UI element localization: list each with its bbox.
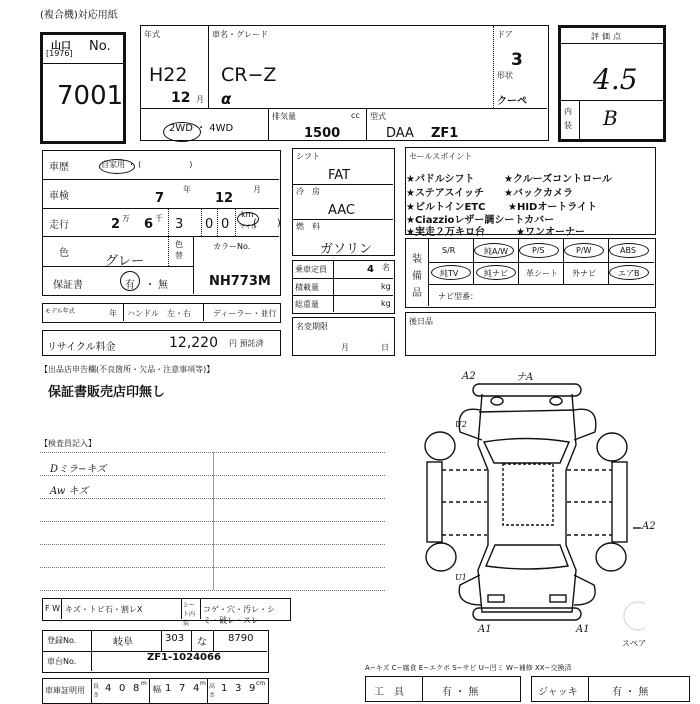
month-value: 12 bbox=[171, 90, 191, 106]
mileage-mile: マイル bbox=[239, 224, 257, 231]
equip-abs: ABS bbox=[620, 246, 636, 255]
garage-label: 車庫証明用 bbox=[45, 686, 85, 695]
width-digit: 7 bbox=[179, 683, 186, 694]
mileage-digit: 6 bbox=[144, 217, 154, 232]
sales-point: ★クルーズコントロール bbox=[504, 174, 612, 185]
mileage-digit: 3 bbox=[175, 217, 184, 232]
recycle-unit: 円 預託済 bbox=[229, 339, 264, 348]
model-year-label: モデル年式 bbox=[45, 308, 75, 315]
lot-box bbox=[40, 32, 126, 144]
color-code-label: カラーNo. bbox=[213, 242, 251, 251]
sales-point: ★実走２万キロ台 bbox=[406, 227, 485, 238]
sales-point: ★HIDオートライト bbox=[508, 202, 598, 213]
seller-notes-text: 保証書販売店印無し bbox=[48, 385, 166, 400]
damage-mark: A1 bbox=[478, 624, 492, 635]
score-value: 4.5 bbox=[593, 63, 638, 96]
equip-aw: 純A/W bbox=[484, 247, 509, 256]
length-digit: 0 bbox=[119, 683, 126, 694]
unit: cm bbox=[256, 680, 266, 687]
length-digit: 4 bbox=[105, 683, 112, 694]
fw-items: キズ・トビ石・割レX bbox=[65, 605, 143, 614]
unit: m bbox=[141, 680, 147, 687]
shift-label: シフト bbox=[296, 152, 320, 161]
car-name: CR−Z bbox=[221, 64, 277, 86]
width-label: 幅 bbox=[153, 685, 161, 694]
door-count: 3 bbox=[511, 50, 523, 70]
registration-label: 登録No. bbox=[47, 636, 77, 645]
equip-ext-navi: 外ナビ bbox=[572, 269, 596, 278]
equip-leather: 革シート bbox=[526, 269, 558, 278]
ac-value: AAC bbox=[328, 203, 355, 218]
height-digit: 9 bbox=[249, 683, 256, 694]
year-unit: 年 bbox=[183, 185, 191, 194]
fw-row bbox=[42, 598, 291, 627]
rear-bumper bbox=[473, 608, 581, 620]
capacity-unit: 名 bbox=[382, 263, 390, 272]
mileage-digit: 2 bbox=[111, 217, 121, 232]
lot-no-label: No. bbox=[89, 39, 111, 54]
name-label: 車名・グレード bbox=[212, 30, 268, 39]
warranty-yes: 有 bbox=[125, 280, 135, 291]
unit: m bbox=[200, 680, 206, 687]
equip-sunroof: S/R bbox=[442, 246, 456, 255]
headlight bbox=[550, 397, 562, 405]
equip-navi: 純ナビ bbox=[484, 269, 508, 278]
rear-window bbox=[486, 545, 568, 569]
day-unit: 日 bbox=[381, 343, 389, 352]
year-label: 年式 bbox=[144, 30, 160, 39]
interior-label: 内装 bbox=[564, 107, 572, 130]
seat-label: シート内装 bbox=[183, 602, 196, 627]
capacity-value: 4 bbox=[367, 264, 374, 275]
sales-point: ★Ciazzioレザー調シートカバー bbox=[406, 215, 555, 226]
shape-value: クーペ bbox=[497, 96, 527, 107]
color-label: 色 bbox=[59, 248, 69, 259]
fw-label: F W bbox=[45, 604, 61, 613]
spare-label: スペア bbox=[622, 639, 646, 648]
year-value: H22 bbox=[149, 64, 188, 86]
later-items-box bbox=[405, 312, 656, 356]
color-value: グレー bbox=[105, 254, 145, 269]
tools-value: 有 ・ 無 bbox=[442, 687, 479, 698]
recycle-fee: 12,220 bbox=[169, 335, 218, 351]
inspection-label: 車検 bbox=[49, 191, 69, 202]
jack-box bbox=[531, 676, 690, 702]
mileage-digit: 0 bbox=[221, 217, 230, 232]
registration-number: 8790 bbox=[228, 633, 254, 644]
inspector-note: Dミラ−キズ bbox=[50, 464, 107, 475]
sales-points-box bbox=[405, 147, 656, 238]
damage-mark: U1 bbox=[455, 573, 467, 582]
capacity-box bbox=[292, 260, 395, 314]
weight-label: 総重量 bbox=[295, 300, 319, 309]
drive-type: 2WD ・ 4WD bbox=[169, 123, 234, 134]
navi-model-label: ナビ型番： bbox=[438, 292, 478, 301]
later-items-label: 後日品 bbox=[409, 317, 433, 326]
wheel bbox=[426, 543, 456, 571]
history-circle bbox=[99, 159, 135, 174]
warranty-label: 保証書 bbox=[53, 280, 83, 291]
car-grade: α bbox=[221, 90, 232, 108]
fuel-value: ガソリン bbox=[320, 242, 373, 257]
equip-airbag: エアB bbox=[618, 269, 640, 278]
mileage-km: km bbox=[241, 210, 254, 219]
windshield bbox=[484, 439, 569, 464]
inspection-year: 7 bbox=[155, 191, 165, 206]
height-digit: 1 bbox=[221, 683, 228, 694]
equipment-box bbox=[405, 238, 656, 308]
form-subtitle: (複合機)対応用紙 bbox=[40, 10, 118, 21]
wheel bbox=[597, 433, 627, 461]
tools-box bbox=[365, 676, 521, 702]
damage-mark: A2 bbox=[642, 521, 656, 532]
mileage-unit-sen: 千 bbox=[155, 214, 163, 223]
jack-value: 有 ・ 無 bbox=[612, 687, 649, 698]
handle-options: ハンドル 左・右 bbox=[127, 309, 191, 318]
equip-tv: 純TV bbox=[440, 269, 459, 278]
score-box bbox=[558, 25, 666, 142]
door-label: ドア bbox=[497, 30, 513, 39]
registration-kana: な bbox=[197, 637, 207, 648]
lot-region: 山口 bbox=[51, 41, 71, 52]
height-label: 高さ bbox=[209, 683, 216, 699]
chassis-number: ZF1-1024066 bbox=[147, 652, 221, 663]
inspector-note: Aw キズ bbox=[50, 486, 89, 497]
history-label: 車歴 bbox=[49, 162, 69, 173]
damage-mark: A1 bbox=[576, 624, 590, 635]
model-year-row bbox=[42, 303, 281, 323]
load-label: 積載量 bbox=[295, 283, 319, 292]
height-digit: 3 bbox=[235, 683, 242, 694]
mileage-label: 走行 bbox=[49, 220, 69, 231]
score-label: 評価点 bbox=[591, 32, 624, 41]
warranty-circle bbox=[120, 271, 140, 291]
headlight bbox=[491, 397, 503, 405]
separator: ・ bbox=[145, 280, 155, 291]
equipment-label: 装備品 bbox=[412, 254, 422, 299]
month-unit: 月 bbox=[253, 185, 261, 194]
model-prefix: DAA bbox=[386, 126, 414, 141]
sales-point: ★ワンオーナー bbox=[516, 227, 585, 238]
registration-box bbox=[42, 630, 269, 673]
cc-unit: cc bbox=[351, 111, 360, 120]
name-change-label: 名変期限 bbox=[296, 322, 328, 331]
right-rear-fender bbox=[574, 575, 595, 605]
lot-code: [1976] bbox=[46, 49, 73, 58]
displacement-label: 排気量 bbox=[272, 112, 296, 121]
equip-ps: P/S bbox=[532, 246, 545, 255]
wheel bbox=[425, 432, 455, 460]
length-label: 長さ bbox=[93, 683, 100, 699]
year-unit: 年 bbox=[109, 309, 117, 318]
damage-legend: A−キズ C−腐食 E−エクボ S−サビ U−凹ミ W−補修 XX−交換済 bbox=[365, 664, 572, 672]
month-unit: 月 bbox=[341, 343, 349, 352]
roof bbox=[503, 464, 553, 525]
mileage-unit-man: 万 bbox=[122, 214, 130, 223]
model-value: ZF1 bbox=[431, 126, 459, 141]
header-cut-text bbox=[40, 0, 293, 5]
chassis-label: 車台No. bbox=[47, 657, 77, 666]
name-change-box bbox=[292, 317, 395, 356]
history-value: 自家用 ・ ( ) bbox=[101, 160, 193, 169]
registration-class: 303 bbox=[165, 633, 185, 644]
jack-label: ジャッキ bbox=[538, 687, 578, 698]
interior-grade: B bbox=[603, 106, 618, 130]
right-front-fender bbox=[574, 409, 596, 440]
vehicle-box bbox=[140, 25, 549, 141]
details-table bbox=[42, 150, 281, 296]
color-code: NH773M bbox=[209, 274, 271, 289]
sales-point: ★ビルトインETC bbox=[406, 202, 486, 213]
recycle-label: リサイクル料金 bbox=[47, 342, 116, 353]
displacement-value: 1500 bbox=[304, 126, 341, 141]
seat-items: コゲ・穴・汚レ・シミ・破レ・スレ bbox=[203, 605, 275, 625]
recycle-row bbox=[42, 330, 281, 356]
sales-point: ★バックカメラ bbox=[504, 188, 573, 199]
length-digit: 8 bbox=[133, 683, 140, 694]
width-digit: 1 bbox=[165, 683, 172, 694]
sales-label: セールスポイント bbox=[409, 152, 473, 161]
seller-notes-label: 【出品店申告欄(不良箇所・欠品・注意事項等)】 bbox=[40, 365, 215, 374]
inspection-month: 12 bbox=[215, 191, 234, 206]
mileage-digit: 0 bbox=[205, 217, 214, 232]
drive-circle bbox=[163, 122, 201, 142]
color-change-label: 色替 bbox=[175, 240, 183, 260]
mileage-paren: ( ) bbox=[253, 218, 281, 229]
capacity-label: 乗車定員 bbox=[295, 265, 327, 274]
warranty-no: 無 bbox=[158, 280, 168, 291]
load-unit: kg bbox=[381, 282, 391, 291]
dealer-options: ディーラー・並行 bbox=[213, 309, 277, 318]
car-damage-diagram bbox=[415, 370, 645, 645]
lot-number: 7001 bbox=[57, 81, 124, 111]
sales-point: ★ステアスイッチ bbox=[406, 188, 484, 199]
shape-label: 形状 bbox=[497, 71, 513, 80]
car-body bbox=[478, 394, 576, 612]
wheel bbox=[596, 543, 626, 571]
front-bumper bbox=[473, 384, 581, 396]
ac-label: 冷 房 bbox=[296, 187, 320, 196]
garage-cert-row bbox=[42, 678, 269, 704]
inspector-label: 【検査員記入】 bbox=[40, 439, 96, 448]
left-side bbox=[427, 462, 442, 542]
fuel-label: 燃 料 bbox=[296, 222, 320, 231]
right-side bbox=[612, 462, 627, 542]
spec-box bbox=[292, 148, 395, 256]
shift-value: FAT bbox=[328, 168, 351, 183]
registration-place: 岐阜 bbox=[113, 637, 133, 648]
weight-unit: kg bbox=[381, 299, 391, 308]
spare-tire bbox=[624, 602, 645, 630]
width-digit: 4 bbox=[193, 683, 200, 694]
model-label: 型式 bbox=[370, 112, 386, 121]
tools-label: 工 具 bbox=[374, 687, 404, 698]
month-unit: 月 bbox=[196, 95, 204, 104]
damage-mark: U2 bbox=[455, 420, 467, 429]
sales-point: ★パドルシフト bbox=[406, 174, 475, 185]
damage-mark: A2 bbox=[462, 371, 476, 382]
damage-mark: ナA bbox=[516, 372, 534, 383]
equip-pw: P/W bbox=[576, 246, 592, 255]
